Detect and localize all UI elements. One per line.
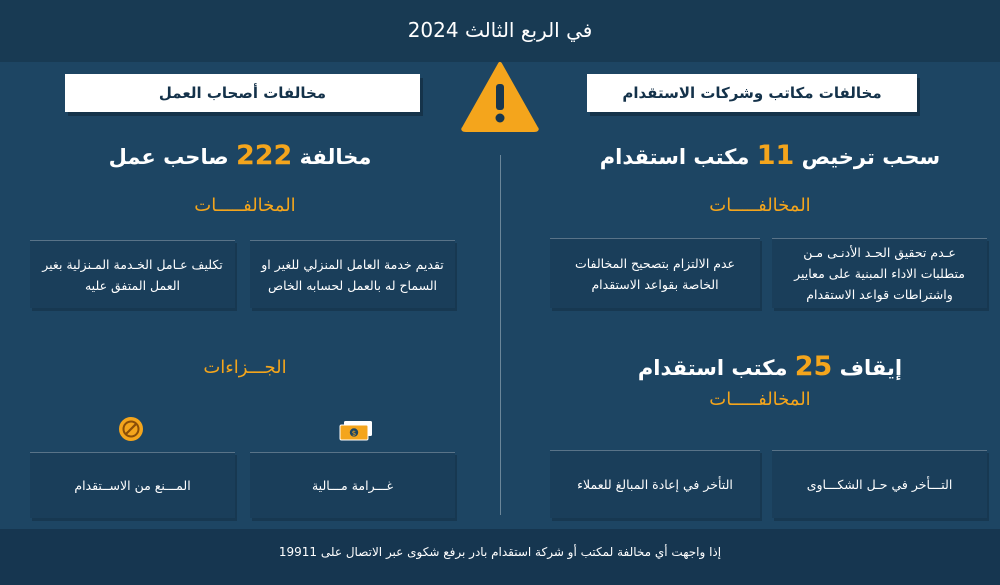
heading-suspended-prefix: إيقاف — [839, 356, 903, 380]
heading-employers-suffix: صاحب عمل — [108, 145, 229, 169]
heading-employers-prefix: مخالفة — [299, 145, 372, 169]
header-employers-violations: مخالفات أصحاب العمل — [65, 74, 420, 112]
violation-card-other-work: تكليف عـامل الخـدمة المـنزلية بغير العمل المتفق عليه — [30, 240, 235, 308]
heading-suspended-number: 25 — [794, 351, 833, 382]
money-icon — [339, 420, 373, 442]
penalty-card-fine: غـــرامة مـــالية — [250, 452, 455, 518]
header-offices-violations: مخالفات مكاتب وشركات الاستقدام — [587, 74, 917, 112]
left-violations-label: المخالفـــــات — [194, 195, 296, 216]
right-violations-label-2: المخالفـــــات — [709, 389, 811, 410]
heading-license-revoked-number: 11 — [756, 140, 795, 171]
heading-license-revoked — [560, 141, 980, 172]
page-subtitle: في الربع الثالث 2024 — [407, 18, 593, 42]
center-divider — [500, 155, 501, 515]
footer-note: إذا واجهت أي مخالفة لمكتب أو شركة استقدام بادر برفع شكوى عبر الاتصال على 19911 — [278, 545, 722, 559]
violation-card-third-party-service: تقديم خدمة العامل المنزلي للغير او السماح له بالعمل لحسابه الخاص — [250, 240, 455, 308]
right-violations-label-1: المخالفـــــات — [709, 195, 811, 216]
heading-license-revoked-prefix: سحب ترخيص — [801, 145, 941, 169]
page-title-partial — [280, 0, 720, 12]
heading-suspended — [560, 352, 980, 383]
heading-suspended-suffix: مكتب استقدام — [637, 356, 788, 380]
violation-card-correction: عدم الالتزام بتصحيح المخالفات الخاصة بقواعد الاستقدام — [550, 238, 760, 308]
svg-text:$: $ — [351, 429, 357, 438]
heading-employers-number: 222 — [235, 140, 293, 171]
penalty-card-ban: المـــنع من الاســتقدام — [30, 452, 235, 518]
heading-license-revoked-suffix: مكتب استقدام — [599, 145, 750, 169]
violation-card-performance: عـدم تحقيق الحـد الأدنـى مـن متطلبات الاداء المبنية على معايير واشتراطات قواعد الاستقدام — [772, 238, 987, 308]
heading-employers — [40, 141, 440, 172]
penalties-label: الجـــزاءات — [203, 357, 287, 378]
ban-icon — [117, 415, 145, 443]
violation-card-complaints: التـــأخر في حـل الشكـــاوى — [772, 450, 987, 518]
warning-icon — [460, 60, 540, 132]
violation-card-refunds: التأخر في إعادة المبالغ للعملاء — [550, 450, 760, 518]
